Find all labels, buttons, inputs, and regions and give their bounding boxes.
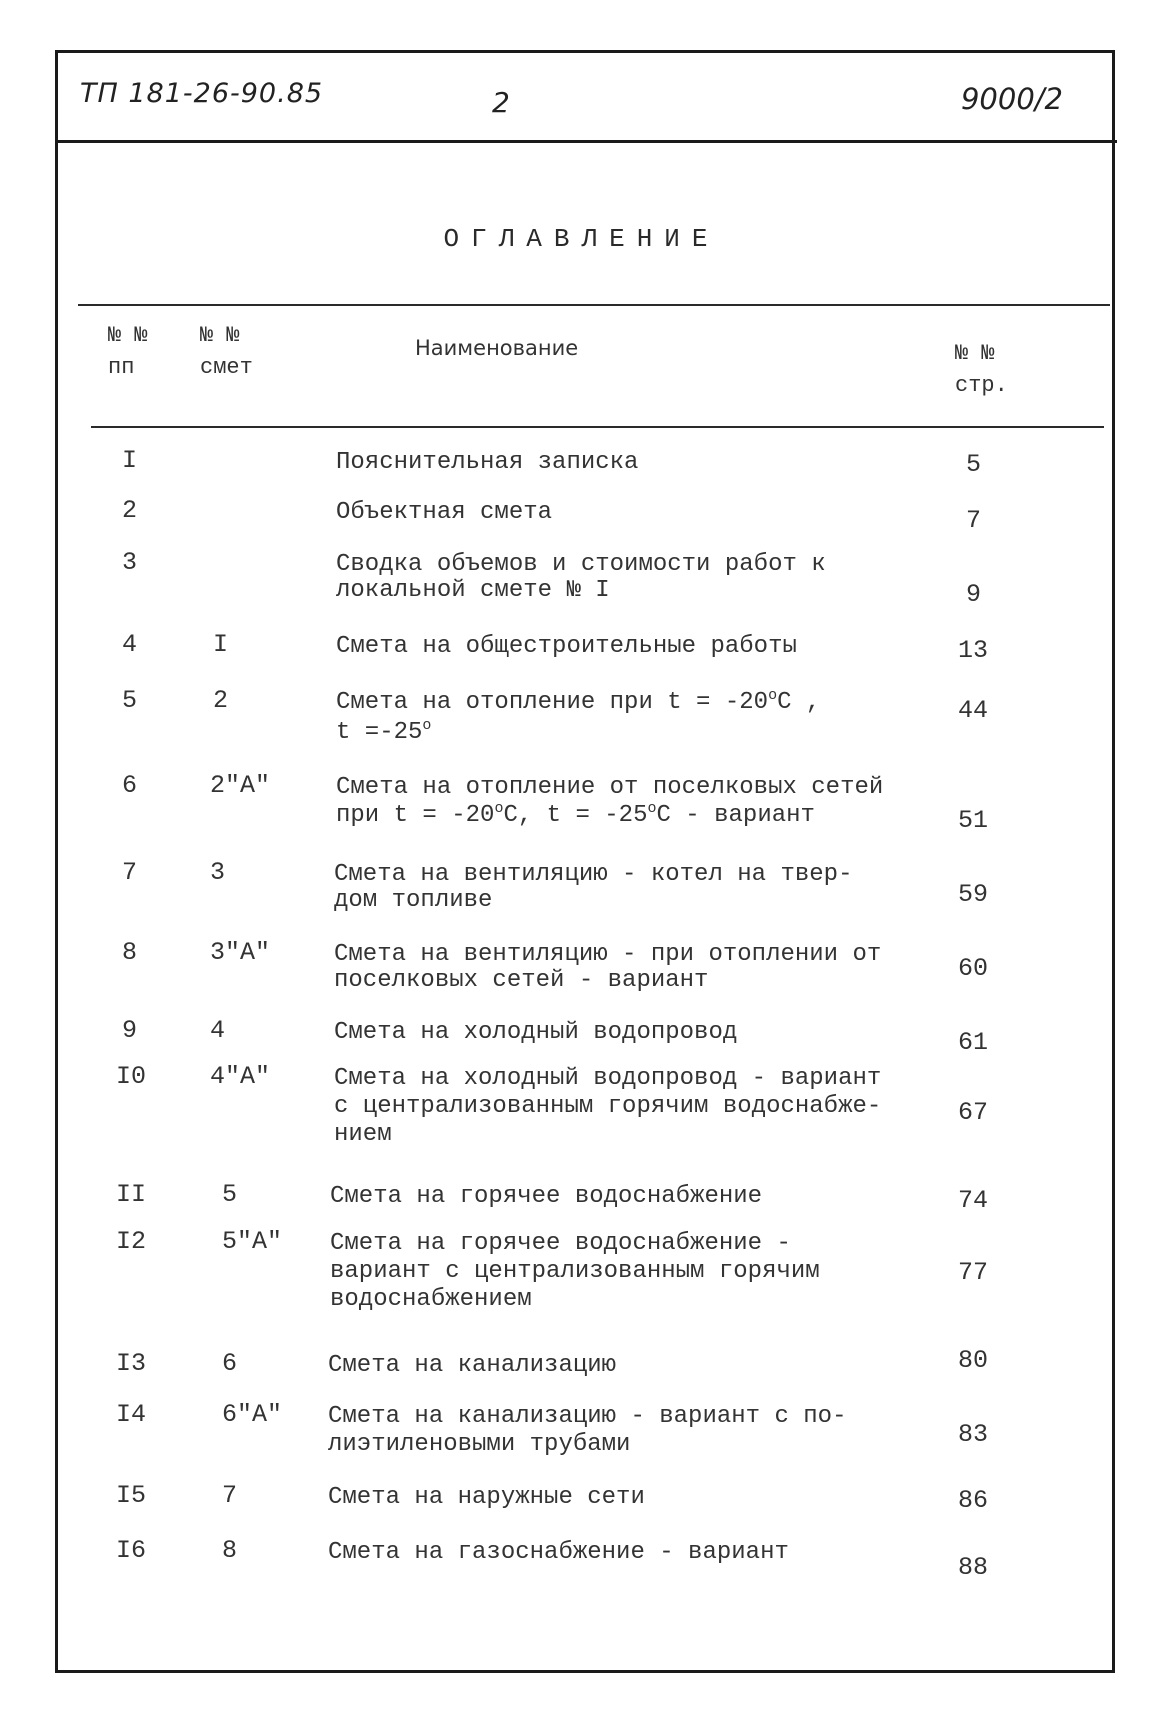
header-page-symbol: № №	[955, 341, 995, 366]
document-code: ТП 181-26-90.85	[80, 78, 324, 109]
item-name-line: Смета на холодный водопровод - вариант	[334, 1065, 882, 1092]
row-number: 4	[122, 630, 138, 659]
estimate-number: 2"А"	[210, 771, 271, 800]
row-number: I0	[116, 1062, 147, 1091]
item-name-line: лиэтиленовыми трубами	[328, 1431, 631, 1458]
estimate-number: 6	[222, 1349, 238, 1378]
row-number: 8	[122, 938, 138, 967]
page-number-cell: 60	[958, 954, 989, 983]
item-name-line: локальной смете № I	[336, 577, 610, 604]
header-page-label: стр.	[955, 373, 1008, 398]
header-smet-label: смет	[200, 355, 253, 380]
row-number: I6	[116, 1536, 147, 1565]
estimate-number: 8	[222, 1536, 238, 1565]
item-name-line: Объектная смета	[336, 499, 553, 526]
row-number: I2	[116, 1227, 147, 1256]
row-number: I3	[116, 1349, 147, 1378]
estimate-number: 5	[222, 1180, 238, 1209]
estimate-number: 3	[210, 858, 226, 887]
page-number: 2	[492, 86, 510, 119]
item-name-line: Смета на отопление от поселковых сетей	[336, 774, 884, 801]
item-name-line: с централизованным горячим водоснабже-	[334, 1093, 882, 1120]
item-name-line: Пояснительная записка	[336, 449, 639, 476]
item-name-line: Смета на вентиляцию - котел на твер-	[334, 861, 853, 888]
page-number-cell: 59	[958, 880, 989, 909]
row-number: 7	[122, 858, 138, 887]
row-number: I5	[116, 1481, 147, 1510]
page-number-cell: 83	[958, 1420, 989, 1449]
estimate-number: I	[213, 630, 229, 659]
page-number-cell: 67	[958, 1098, 989, 1127]
row-number: 6	[122, 771, 138, 800]
table-header-rule	[91, 426, 1104, 428]
header-smet-symbol: № №	[200, 323, 240, 348]
row-number: 9	[122, 1016, 138, 1045]
estimate-number: 4"А"	[210, 1062, 271, 1091]
item-name-line: Смета на отопление при $t = -20^oC$ ,	[336, 687, 821, 716]
item-name-line: Смета на горячее водоснабжение -	[330, 1230, 791, 1257]
header-page	[955, 338, 1008, 402]
header-pp-symbol: № №	[108, 323, 148, 348]
page-number-cell: 51	[958, 806, 989, 835]
page-number-cell: 9	[966, 580, 982, 609]
page-number-cell: 5	[966, 450, 982, 479]
item-name-line: Смета на газоснабжение - вариант	[328, 1539, 789, 1566]
row-number: 3	[122, 548, 138, 577]
page-number-cell: 77	[958, 1258, 989, 1287]
item-name-line: дом топливе	[334, 887, 493, 914]
estimate-number: 3"А"	[210, 938, 271, 967]
item-name-line: Смета на наружные сети	[328, 1484, 645, 1511]
page-number-cell: 13	[958, 636, 989, 665]
item-name-line: Смета на горячее водоснабжение	[330, 1183, 763, 1210]
item-name-line: Смета на вентиляцию - при отоплении от	[334, 941, 882, 968]
item-name-line: при $t = -20^oC$, $t = -25^oC$ - вариант	[336, 800, 815, 829]
item-name-line: $t =-25^o$	[336, 717, 432, 746]
item-name-line: поселковых сетей - вариант	[334, 967, 709, 994]
row-number: 2	[122, 496, 138, 525]
item-name-line: Смета на канализацию	[328, 1352, 617, 1379]
page-number-cell: 86	[958, 1486, 989, 1515]
item-name-line: Сводка объемов и стоимости работ к	[336, 551, 826, 578]
item-name-line: нием	[334, 1121, 392, 1148]
header-pp	[108, 320, 148, 384]
item-name-line: Смета на канализацию - вариант с по-	[328, 1403, 847, 1430]
page-number-cell: 80	[958, 1346, 989, 1375]
estimate-number: 2	[213, 686, 229, 715]
item-name-line: водоснабжением	[330, 1286, 532, 1313]
item-name-line: Смета на общестроительные работы	[336, 633, 797, 660]
table-top-rule	[78, 304, 1110, 306]
row-number: I4	[116, 1400, 147, 1429]
item-name-line: вариант с централизованным горячим	[330, 1258, 820, 1285]
sheet-code: 9000/2	[960, 82, 1063, 116]
row-number: II	[116, 1180, 147, 1209]
row-number: 5	[122, 686, 138, 715]
page-number-cell: 44	[958, 696, 989, 725]
header-name: Наименование	[415, 336, 579, 360]
estimate-number: 7	[222, 1481, 238, 1510]
estimate-number: 4	[210, 1016, 226, 1045]
page-number-cell: 88	[958, 1553, 989, 1582]
page-title: ОГЛАВЛЕНИЕ	[443, 224, 720, 254]
page-number-cell: 7	[966, 506, 982, 535]
page-number-cell: 61	[958, 1028, 989, 1057]
item-name-line: Смета на холодный водопровод	[334, 1019, 738, 1046]
estimate-number: 5"А"	[222, 1227, 283, 1256]
estimate-number: 6"А"	[222, 1400, 283, 1429]
header-pp-label: пп	[108, 355, 135, 380]
row-number: I	[122, 446, 138, 475]
header-divider	[55, 140, 1117, 143]
header-smet	[200, 320, 253, 384]
page-number-cell: 74	[958, 1186, 989, 1215]
